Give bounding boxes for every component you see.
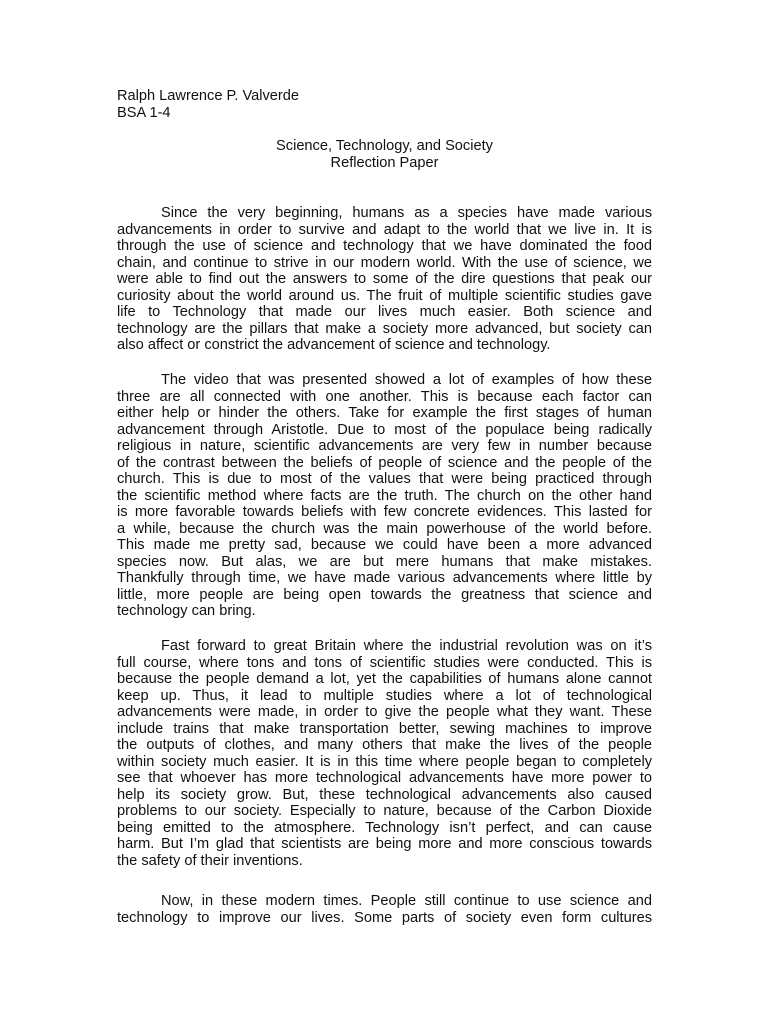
class-section: BSA 1-4: [117, 104, 171, 121]
paragraph-line: Thankfully through time, we have made various advancements where little by: [117, 570, 652, 586]
paragraph-line: also affect or constrict the advancement of science and technology.: [117, 337, 551, 353]
paragraph-line: problems to our society. Especially to nature, because of the Carbon Dioxide: [117, 803, 652, 819]
paragraph-line: because the people demand a lot, yet the capabilities of humans alone cannot: [117, 671, 652, 687]
paragraph-line: advancements were made, in order to give the people what they want. These: [117, 704, 652, 720]
paragraph-line: The video that was presented showed a lot of examples of how these: [161, 372, 652, 388]
paragraph-line: full course, where tons and tons of scientific studies were conducted. This is: [117, 654, 652, 671]
paragraph-line: harm. But I’m glad that scientists are being more and more conscious towards: [117, 836, 652, 852]
paragraph-line: religious in nature, scientific advancements are very few in number because: [117, 438, 652, 454]
paragraph-line: the safety of their inventions.: [117, 852, 303, 869]
author-name: Ralph Lawrence P. Valverde: [117, 88, 299, 104]
paragraph-line: Fast forward to great Britain where the industrial revolution was on it’s: [161, 638, 652, 654]
paragraph-line: church. This is due to most of the values that were being practiced through: [117, 471, 652, 487]
paragraph-line: curiosity about the world around us. The fruit of multiple scientific studies gave: [117, 287, 652, 304]
paragraph-3: [117, 638, 652, 869]
paragraph-line: is more favorable towards beliefs with few concrete evidences. This lasted for: [117, 504, 652, 520]
paragraph-line: of the contrast between the beliefs of people of science and the people of the: [117, 454, 652, 471]
paragraph-line: within society much easier. It is in this time where people began to completely: [117, 753, 652, 770]
paragraph-line: a while, because the church was the main powerhouse of the world before.: [117, 520, 652, 537]
paragraph-line: technology to improve our lives. Some parts of society even form cultures: [117, 909, 652, 926]
paragraph-line: advancements in order to survive and adapt to the world that we live in. It is: [117, 221, 652, 238]
paragraph-line: being emitted to the atmosphere. Technology isn’t perfect, and can cause: [117, 819, 652, 836]
paragraph-1: [117, 205, 652, 354]
paragraph-line: Now, in these modern times. People still continue to use science and: [161, 893, 652, 909]
paragraph-line: either help or hinder the others. Take for example the first stages of human: [117, 405, 652, 421]
paragraph-4: [117, 893, 652, 926]
paragraph-line: keep up. Thus, it lead to multiple studies where a lot of technological: [117, 687, 652, 704]
paragraph-line: life to Technology that made our lives much easier. Both science and: [117, 304, 652, 320]
paragraph-line: technology can bring.: [117, 603, 256, 619]
paragraph-line: help its society grow. But, these technological advancements also caused: [117, 786, 652, 803]
paragraph-line: the scientific method where facts are the truth. The church on the other hand: [117, 487, 652, 504]
paragraph-line: through the use of science and technology that we have dominated the food: [117, 238, 652, 254]
paragraph-line: Since the very beginning, humans as a species have made various: [161, 205, 652, 221]
document-title: Science, Technology, and Society: [276, 138, 493, 154]
paragraph-line: include trains that make transportation better, sewing machines to improve: [117, 720, 652, 737]
paragraph-line: This made me pretty sad, because we could have been a more advanced: [117, 537, 652, 553]
paragraph-line: the outputs of clothes, and many others that make the lives of the people: [117, 737, 652, 753]
paragraph-line: little, more people are being open towards the greatness that science and: [117, 586, 652, 603]
paragraph-line: technology are the pillars that make a society more advanced, but society can: [117, 320, 652, 337]
paragraph-line: species now. But alas, we are but mere humans that make mistakes.: [117, 553, 652, 570]
paragraph-line: see that whoever has more technological advancements have more power to: [117, 770, 652, 786]
document-subtitle: Reflection Paper: [330, 154, 439, 171]
paragraph-line: advancement through Aristotle. Due to most of the populace being radically: [117, 421, 652, 438]
paragraph-line: were able to find out the answers to some of the dire questions that peak our: [117, 271, 652, 287]
paragraph-line: three are all connected with one another. This is because each factor can: [117, 388, 652, 405]
paragraph-line: chain, and continue to strive in our modern world. With the use of science, we: [117, 254, 652, 271]
paragraph-2: [117, 372, 652, 620]
